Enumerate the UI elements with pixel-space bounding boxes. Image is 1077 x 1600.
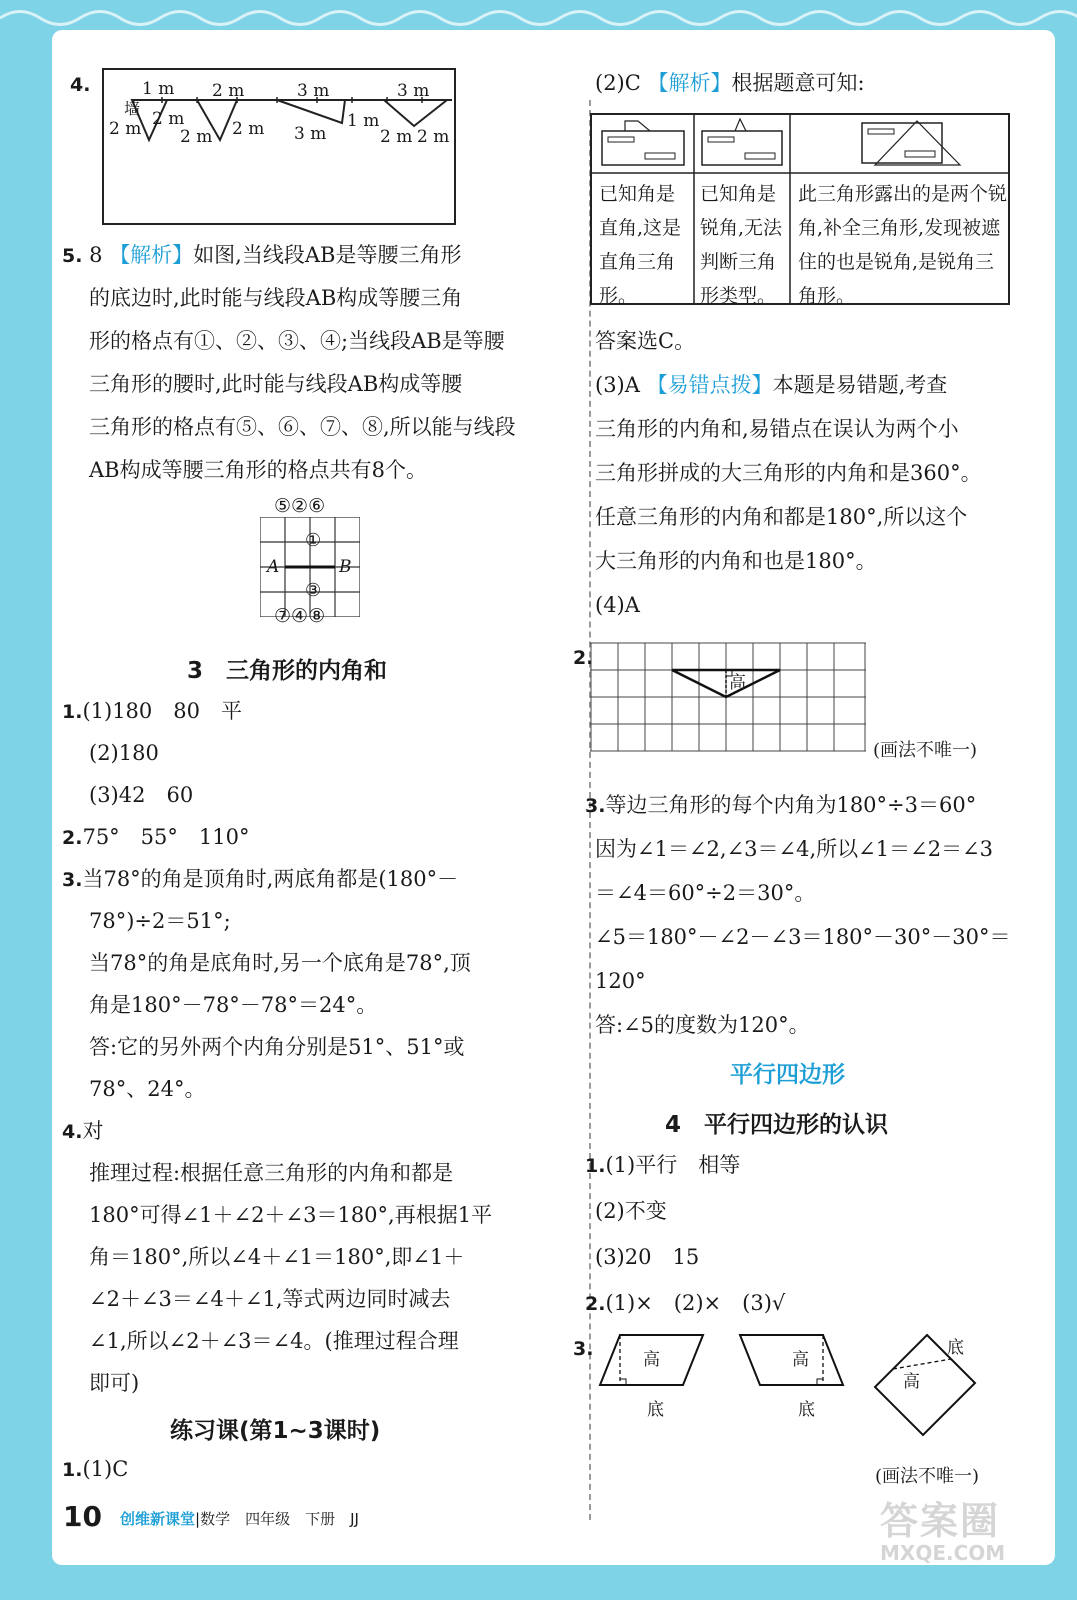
dim-label: 1 m <box>142 79 175 99</box>
footer-info: 创维新课堂|数学 四年级 下册 JJ <box>120 1510 359 1528</box>
watermark-logo: 答案圈 MXQE.COM <box>880 1499 1006 1565</box>
answer-line: 即可) <box>89 1371 140 1395</box>
answer-line: ∠1,所以∠2＋∠3＝∠4。(推理过程合理 <box>89 1329 459 1353</box>
answer-line: (3)A 【易错点拨】本题是易错题,考查 <box>595 373 948 397</box>
base-label: 底 <box>647 1400 664 1420</box>
answer-line: (2)180 <box>89 741 159 765</box>
grid-top-labels: ⑤②⑥ <box>274 495 326 517</box>
answer-line: 答案选C。 <box>595 329 696 353</box>
answer-line: 2.75° 55° 110° <box>62 825 250 849</box>
answer-line: 答:∠5的度数为120°。 <box>595 1013 810 1037</box>
table-cell: 此三角形露出的是两个锐角,补全三角形,发现被遮住的也是锐角,是锐角三角形。 <box>798 183 1008 307</box>
answer-line: 当78°的角是底角时,另一个底角是78°,顶 <box>89 951 471 975</box>
grid-point-1: ① <box>305 530 322 551</box>
answer-line: 三角形拼成的大三角形的内角和是360°。 <box>595 461 982 485</box>
dim-label: 2 m <box>417 127 450 147</box>
page-paper <box>52 30 1055 1565</box>
answer-line: 78°)÷2＝51°; <box>89 909 231 933</box>
table-cell: 已知角是锐角,无法判断三角形类型。 <box>700 183 783 307</box>
dim-label: 2 m <box>109 119 142 139</box>
dim-label: 2 m <box>180 127 213 147</box>
answer-line: ＝∠4＝60°÷2＝30°。 <box>595 881 816 905</box>
q4-label: 4. <box>70 74 91 96</box>
answer-line: (3)20 15 <box>595 1245 700 1269</box>
q5-line: 5. 8 【解析】如图,当线段AB是等腰三角形 <box>62 243 462 267</box>
dim-label: 3 m <box>397 81 430 101</box>
drawing-note: (画法不唯一) <box>873 740 978 761</box>
answer-line: 推理过程:根据任意三角形的内角和都是 <box>89 1161 454 1185</box>
q5-line: 形的格点有①、②、③、④;当线段AB是等腰 <box>89 329 505 353</box>
grid-bottom-labels: ⑦④⑧ <box>274 605 326 627</box>
dim-label: 3 m <box>294 124 327 144</box>
grid-point-a: A <box>267 557 280 577</box>
answer-line: 180°可得∠1＋∠2＋∠3＝180°,再根据1平 <box>89 1203 493 1227</box>
q5-line: AB构成等腰三角形的格点共有8个。 <box>89 458 427 482</box>
answer-line: 答:它的另外两个内角分别是51°、51°或 <box>89 1035 465 1059</box>
answer-line: 120° <box>595 969 646 993</box>
section-title: 4 平行四边形的认识 <box>665 1112 889 1138</box>
q5-line: 三角形的格点有⑤、⑥、⑦、⑧,所以能与线段 <box>89 415 516 439</box>
answer-line: (3)42 60 <box>89 783 194 807</box>
height-label: 高 <box>643 1350 660 1370</box>
answer-line: 角＝180°,所以∠4＋∠1＝180°,即∠1＋ <box>89 1245 465 1269</box>
dim-label: 2 m <box>152 109 185 129</box>
answer-line: ∠2＋∠3＝∠4＋∠1,等式两边同时减去 <box>89 1287 451 1311</box>
grid-point-3: ③ <box>305 580 322 601</box>
base-label: 底 <box>947 1338 964 1358</box>
answer-line: 3.等边三角形的每个内角为180°÷3＝60° <box>585 793 977 817</box>
page-number: 10 <box>63 1500 102 1533</box>
section-title: 3 三角形的内角和 <box>187 658 388 684</box>
answer-line: 角是180°－78°－78°＝24°。 <box>89 993 378 1017</box>
dim-label: 2 m <box>212 81 245 101</box>
grid-point-b: B <box>339 557 352 577</box>
height-label: 高 <box>729 673 746 693</box>
dim-label: 2 m <box>380 127 413 147</box>
answer-line: 1.(1)平行 相等 <box>585 1153 741 1177</box>
answer-line: 1.(1)C <box>62 1457 129 1481</box>
unit-title: 平行四边形 <box>730 1062 845 1088</box>
q5-line: 的底边时,此时能与线段AB构成等腰三角 <box>89 286 463 310</box>
q3-label: 3. <box>573 1338 594 1360</box>
dim-label: 2 m <box>232 119 265 139</box>
answer-line: 三角形的内角和,易错点在误认为两个小 <box>595 417 959 441</box>
drawing-note: (画法不唯一) <box>875 1466 980 1487</box>
answer-line: (2)不变 <box>595 1199 667 1223</box>
answer-line: ∠5＝180°－∠2－∠3＝180°－30°－30°＝ <box>595 925 1011 949</box>
q5-line: 三角形的腰时,此时能与线段AB构成等腰 <box>89 372 463 396</box>
answer-line: 大三角形的内角和也是180°。 <box>595 549 877 573</box>
answer-line: (2)C 【解析】根据题意可知: <box>595 71 865 95</box>
height-label: 高 <box>903 1372 920 1392</box>
wall-label: 墙 <box>124 99 141 118</box>
dim-label: 3 m <box>297 81 330 101</box>
answer-line: 因为∠1＝∠2,∠3＝∠4,所以∠1＝∠2＝∠3 <box>595 837 994 861</box>
answer-line: 3.当78°的角是顶角时,两底角都是(180°－ <box>62 867 459 891</box>
answer-line: (4)A <box>595 593 640 617</box>
height-grid-figure <box>590 642 870 754</box>
dim-label: 1 m <box>347 111 380 131</box>
answer-line: 任意三角形的内角和都是180°,所以这个 <box>595 505 968 529</box>
base-label: 底 <box>798 1400 815 1420</box>
q2-label: 2. <box>573 647 594 669</box>
table-cell: 已知角是直角,这是直角三角形。 <box>599 183 682 307</box>
section-title: 练习课(第1~3课时) <box>170 1418 381 1444</box>
height-label: 高 <box>792 1350 809 1370</box>
answer-line: 1.(1)180 80 平 <box>62 699 243 723</box>
answer-line: 2.(1)× (2)× (3)√ <box>585 1291 786 1315</box>
answer-line: 78°、24°。 <box>89 1077 206 1101</box>
answer-line: 4.对 <box>62 1119 104 1143</box>
